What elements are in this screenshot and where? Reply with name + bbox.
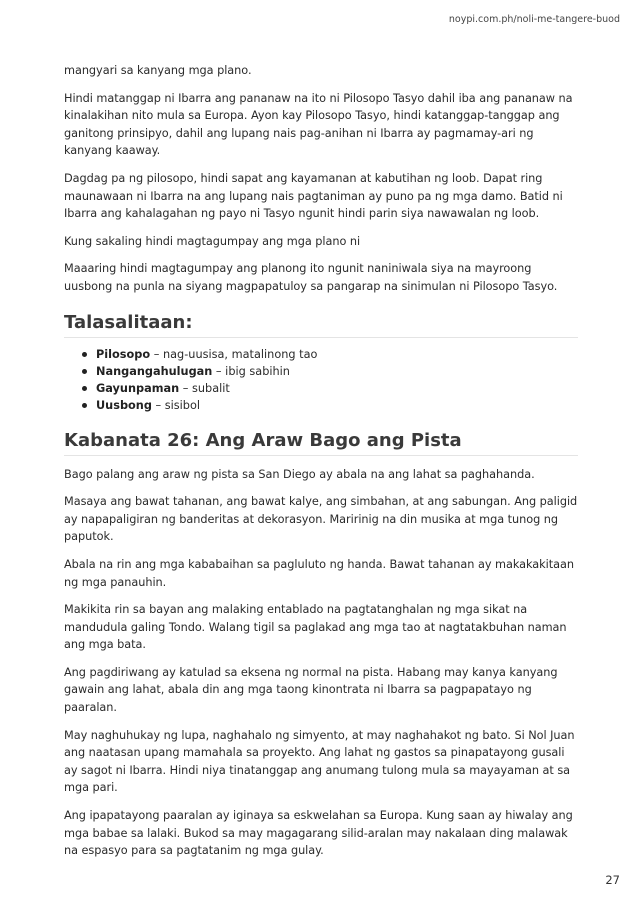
kabanata-heading: Kabanata 26: Ang Araw Bago ang Pista [64, 430, 578, 456]
vocab-term: Gayunpaman [96, 381, 180, 395]
vocab-definition: – ibig sabihin [212, 364, 290, 378]
paragraph: Makikita rin sa bayan ang malaking entablado na pagtatanghalan ng mga sikat na mandudula galing Tondo. Walang tigil sa paglakad ang mga tao at nagtatakbuhan naman ang mga bata. [64, 603, 567, 652]
list-item [78, 380, 578, 397]
list-item [78, 363, 578, 380]
vocab-definition: – sisibol [151, 398, 201, 412]
bullet-icon [82, 369, 87, 374]
paragraph: Hindi matanggap ni Ibarra ang pananaw na ito ni Pilosopo Tasyo dahil iba ang pananaw na kinalakihan nito mula sa Europa. Ayon kay Pilosopo Tasyo, hindi katanggap-tanggap ang ganitong prinsipyo, dahil ang lupang nais pag-anihan ni Ibarra ay pagmamay-ari ng kanyang kaaway. [64, 91, 573, 158]
vocab-term: Nangangahulugan [96, 364, 213, 378]
paragraph: Bago palang ang araw ng pista sa San Diego ay abala na ang lahat sa paghahanda. [64, 467, 535, 481]
header-url[interactable]: noypi.com.ph/noli-me-tangere-buod [448, 14, 620, 25]
bullet-icon [82, 386, 87, 391]
vocab-definition: – nag-uusisa, matalinong tao [150, 347, 318, 361]
article-body [64, 62, 578, 870]
paragraph: Ang pagdiriwang ay katulad sa eksena ng normal na pista. Habang may kanya kanyang gawain ang lahat, abala din ang mga taong kinontrata ni Ibarra sa pagpapatayo ng paaralan. [64, 665, 558, 715]
talasalitaan-heading: Talasalitaan: [64, 312, 578, 338]
paragraph: May naghuhukay ng lupa, naghahalo ng simyento, at may naghahakot ng bato. Si Nol Juan ang naatasan upang mamahala sa proyekto. Ang lahat ng gastos sa pinapatayong gusali ay sagot ni Ibarra. Hindi niya tinatanggap ang anumang tulong mula sa mayayaman at sa mga pari. [64, 728, 575, 795]
paragraph: Abala na rin ang mga kababaihan sa pagluluto ng handa. Bawat tahanan ay makakakitaan ng mga panauhin. [64, 557, 574, 589]
paragraph: Dagdag pa ng pilosopo, hindi sapat ang kayamanan at kabutihan ng loob. Dapat ring maunawaan ni Ibarra na ang lupang nais pagtaniman ay puno pa ng mga damo. Batid ni Ibarra ang kahalagahan ng payo ni Tasyo ngunit hindi parin siya nawawalan ng loob. [64, 171, 563, 221]
paragraph: Masaya ang bawat tahanan, ang bawat kalye, ang simbahan, at ang sabungan. Ang paligid ay napapaligiran ng banderitas at dekorasyon. Maririnig na din musika at mga tunog ng paputok. [64, 495, 578, 544]
vocab-definition: – subalit [179, 381, 230, 395]
paragraph: Ang ipapatayong paaralan ay iginaya sa eskwelahan sa Europa. Kung saan ay hiwalay ang mga babae sa lalaki. Bukod sa may magagarang silid-aralan may nakalaan ding malawak na espasyo para sa pagtatanim ng mga gulay. [64, 809, 573, 858]
paragraph: Maaaring hindi magtagumpay ang planong ito ngunit naniniwala siya na mayroong uusbong na punla na siyang magpapatuloy sa pangarap na sinimulan ni Pilosopo Tasyo. [64, 262, 558, 293]
paragraph: mangyari sa kanyang mga plano. [64, 64, 252, 77]
bullet-icon [82, 403, 87, 408]
vocab-term: Pilosopo [96, 347, 151, 361]
vocabulary-list [78, 346, 578, 414]
list-item [78, 397, 578, 414]
bullet-icon [82, 352, 87, 357]
list-item [78, 346, 578, 363]
vocab-term: Uusbong [96, 398, 152, 412]
page-number: 27 [605, 873, 620, 887]
paragraph: Kung sakaling hindi magtagumpay ang mga plano ni [64, 234, 361, 248]
